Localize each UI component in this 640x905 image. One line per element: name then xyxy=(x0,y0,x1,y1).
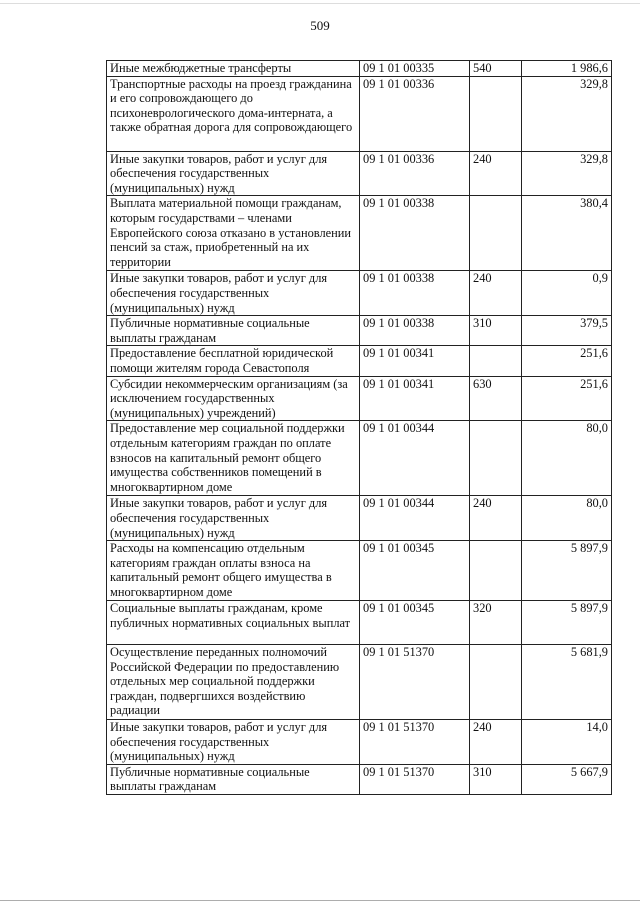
table-row xyxy=(107,541,612,601)
table-row xyxy=(107,151,612,196)
table-row xyxy=(107,346,612,376)
table-row xyxy=(107,271,612,316)
row-expense-type xyxy=(470,645,522,720)
row-code: 09 1 01 00338 xyxy=(360,271,470,316)
row-name: Осуществление переданных полномочий Российской Федерации по предоставлению отдельных мер социальной поддержки граждан, подвергшихся воздействию радиации xyxy=(107,645,360,720)
page-number: 509 xyxy=(310,18,330,33)
row-expense-type xyxy=(470,421,522,496)
row-amount: 5 681,9 xyxy=(522,645,612,720)
row-name: Расходы на компенсацию отдельным категориям граждан оплаты взноса на капитальный ремонт общего имущества в многоквартирном доме xyxy=(107,541,360,601)
row-amount: 5 897,9 xyxy=(522,601,612,645)
row-expense-type: 540 xyxy=(470,61,522,77)
table-row xyxy=(107,720,612,765)
budget-allocation-table xyxy=(106,60,612,795)
row-code: 09 1 01 00338 xyxy=(360,196,470,271)
row-code: 09 1 01 51370 xyxy=(360,764,470,794)
row-expense-type xyxy=(470,76,522,151)
table-row xyxy=(107,645,612,720)
row-amount: 251,6 xyxy=(522,376,612,421)
row-amount: 80,0 xyxy=(522,421,612,496)
row-name: Социальные выплаты гражданам, кроме публичных нормативных социальных выплат xyxy=(107,601,360,645)
row-name: Иные межбюджетные трансферты xyxy=(107,61,360,77)
row-amount: 329,8 xyxy=(522,151,612,196)
row-amount: 0,9 xyxy=(522,271,612,316)
row-amount: 379,5 xyxy=(522,316,612,346)
row-code: 09 1 01 51370 xyxy=(360,645,470,720)
row-name: Предоставление бесплатной юридической помощи жителям города Севастополя xyxy=(107,346,360,376)
table-row xyxy=(107,76,612,151)
row-expense-type: 240 xyxy=(470,496,522,541)
row-name: Иные закупки товаров, работ и услуг для обеспечения государственных (муниципальных) нужд xyxy=(107,271,360,316)
scan-artifact-bottom-line xyxy=(0,900,640,901)
row-code: 09 1 01 00335 xyxy=(360,61,470,77)
row-name: Публичные нормативные социальные выплаты гражданам xyxy=(107,316,360,346)
row-expense-type: 310 xyxy=(470,316,522,346)
row-name: Выплата материальной помощи гражданам, которым государствами – членами Европейского союза отказано в установлении пенсий за стаж, приобретенный на их территории xyxy=(107,196,360,271)
row-amount: 5 897,9 xyxy=(522,541,612,601)
row-amount: 14,0 xyxy=(522,720,612,765)
row-expense-type: 630 xyxy=(470,376,522,421)
table-row xyxy=(107,196,612,271)
table-row xyxy=(107,421,612,496)
row-amount: 380,4 xyxy=(522,196,612,271)
row-expense-type xyxy=(470,196,522,271)
row-name: Субсидии некоммерческим организациям (за исключением государственных (муниципальных) учреждений) xyxy=(107,376,360,421)
row-code: 09 1 01 00338 xyxy=(360,316,470,346)
row-code: 09 1 01 00344 xyxy=(360,421,470,496)
row-code: 09 1 01 00336 xyxy=(360,76,470,151)
row-amount: 329,8 xyxy=(522,76,612,151)
row-name: Иные закупки товаров, работ и услуг для обеспечения государственных (муниципальных) нужд xyxy=(107,720,360,765)
row-name: Предоставление мер социальной поддержки отдельным категориям граждан по оплате взносов на капитальный ремонт общего имущества собственников помещений в многоквартирном доме xyxy=(107,421,360,496)
row-expense-type: 240 xyxy=(470,151,522,196)
table-row xyxy=(107,764,612,794)
row-code: 09 1 01 00336 xyxy=(360,151,470,196)
table-row xyxy=(107,61,612,77)
table-row xyxy=(107,496,612,541)
row-expense-type: 240 xyxy=(470,720,522,765)
row-expense-type: 310 xyxy=(470,764,522,794)
scan-artifact-top-line xyxy=(0,3,640,4)
table-row xyxy=(107,316,612,346)
row-code: 09 1 01 00341 xyxy=(360,376,470,421)
table-row xyxy=(107,376,612,421)
row-code: 09 1 01 51370 xyxy=(360,720,470,765)
row-code: 09 1 01 00341 xyxy=(360,346,470,376)
table-row xyxy=(107,601,612,645)
row-code: 09 1 01 00345 xyxy=(360,601,470,645)
row-code: 09 1 01 00344 xyxy=(360,496,470,541)
row-amount: 5 667,9 xyxy=(522,764,612,794)
row-name: Публичные нормативные социальные выплаты гражданам xyxy=(107,764,360,794)
row-amount: 80,0 xyxy=(522,496,612,541)
row-name: Иные закупки товаров, работ и услуг для обеспечения государственных (муниципальных) нужд xyxy=(107,496,360,541)
row-expense-type xyxy=(470,541,522,601)
row-expense-type: 240 xyxy=(470,271,522,316)
row-expense-type: 320 xyxy=(470,601,522,645)
row-name: Транспортные расходы на проезд гражданина и его сопровождающего до психоневрологического дома-интерната, а также обратная дорога для сопровождающего xyxy=(107,76,360,151)
row-name: Иные закупки товаров, работ и услуг для обеспечения государственных (муниципальных) нужд xyxy=(107,151,360,196)
row-expense-type xyxy=(470,346,522,376)
row-amount: 1 986,6 xyxy=(522,61,612,77)
row-code: 09 1 01 00345 xyxy=(360,541,470,601)
row-amount: 251,6 xyxy=(522,346,612,376)
